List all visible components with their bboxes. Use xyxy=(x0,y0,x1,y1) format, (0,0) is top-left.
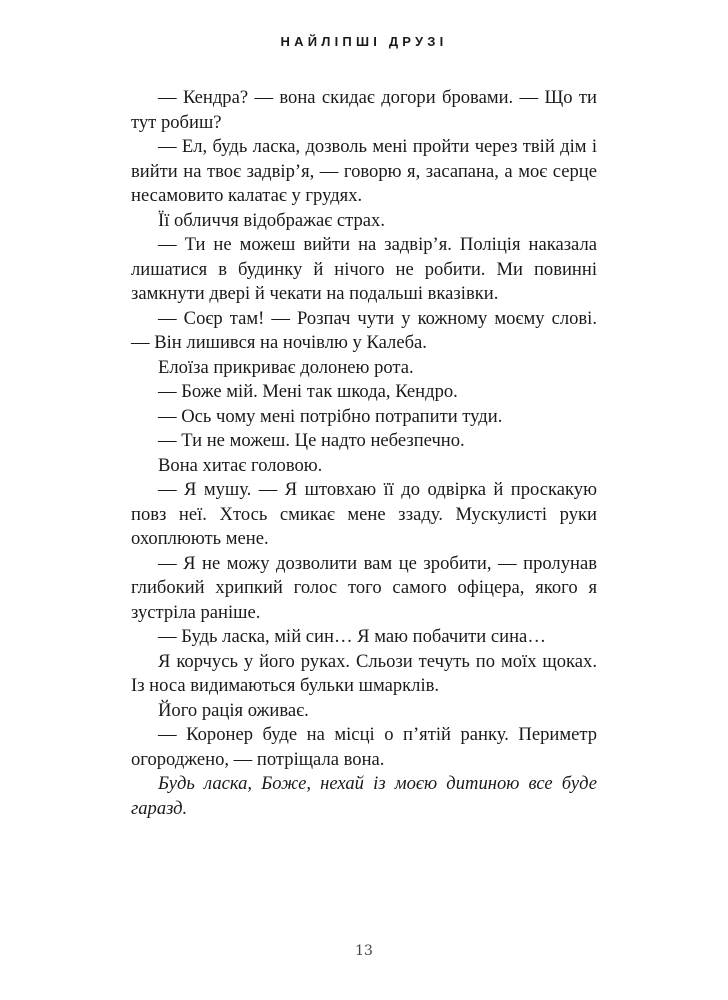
running-header: НАЙЛІПШІ ДРУЗІ xyxy=(280,34,448,49)
paragraph: — Боже мій. Мені так шкода, Кендро. xyxy=(158,381,458,402)
paragraph: Її обличчя відображає страх. xyxy=(158,209,385,231)
body-text xyxy=(131,86,597,821)
paragraph: — Ти не можеш вийти на задвір’я. Поліція наказала лишатися в будинку й нічого не робити. Ми повинні замкнути двері й чекати на подальші вказівки. xyxy=(131,234,597,304)
italic-paragraph: Будь ласка, Боже, нехай із моєю дитиною все буде гаразд. xyxy=(131,773,597,819)
paragraph: — Ось чому мені потрібно потрапити туди. xyxy=(158,405,503,427)
paragraph: Його рація оживає. xyxy=(158,699,309,721)
paragraph: — Ел, будь ласка, дозволь мені пройти через твій дім і вийти на твоє задвір’я, — говорю я, засапана, а моє серце несамовито калатає у грудях. xyxy=(131,136,597,206)
paragraph: — Ти не можеш. Це надто небезпечно. xyxy=(158,430,465,451)
paragraph: Я корчусь у його руках. Сльози течуть по моїх щоках. Із носа видимаються бульки шмарклів. xyxy=(131,650,597,696)
paragraph: — Будь ласка, мій син… Я маю побачити сина… xyxy=(158,626,546,647)
paragraph: — Коронер буде на місці о п’ятій ранку. Периметр огороджено, — потріщала вона. xyxy=(131,724,597,770)
paragraph: — Я не можу дозволити вам це зробити, — пролунав глибокий хрипкий голос того самого офіцера, якого я зустріла раніше. xyxy=(131,552,597,623)
paragraph: — Кендра? — вона скидає догори бровами. — Що ти тут робиш? xyxy=(131,87,597,133)
page-number: 13 xyxy=(355,943,373,959)
paragraph: — Я мушу. — Я штовхаю її до одвірка й проскакую повз неї. Хтось смикає мене ззаду. Мускулисті руки охоплюють мене. xyxy=(131,479,597,549)
paragraph: — Соєр там! — Розпач чути у кожному моєму слові. — Він лишився на ночівлю у Калеба. xyxy=(131,307,597,353)
paragraph: Вона хитає головою. xyxy=(158,454,323,476)
paragraph: Елоїза прикриває долонею рота. xyxy=(158,356,414,378)
